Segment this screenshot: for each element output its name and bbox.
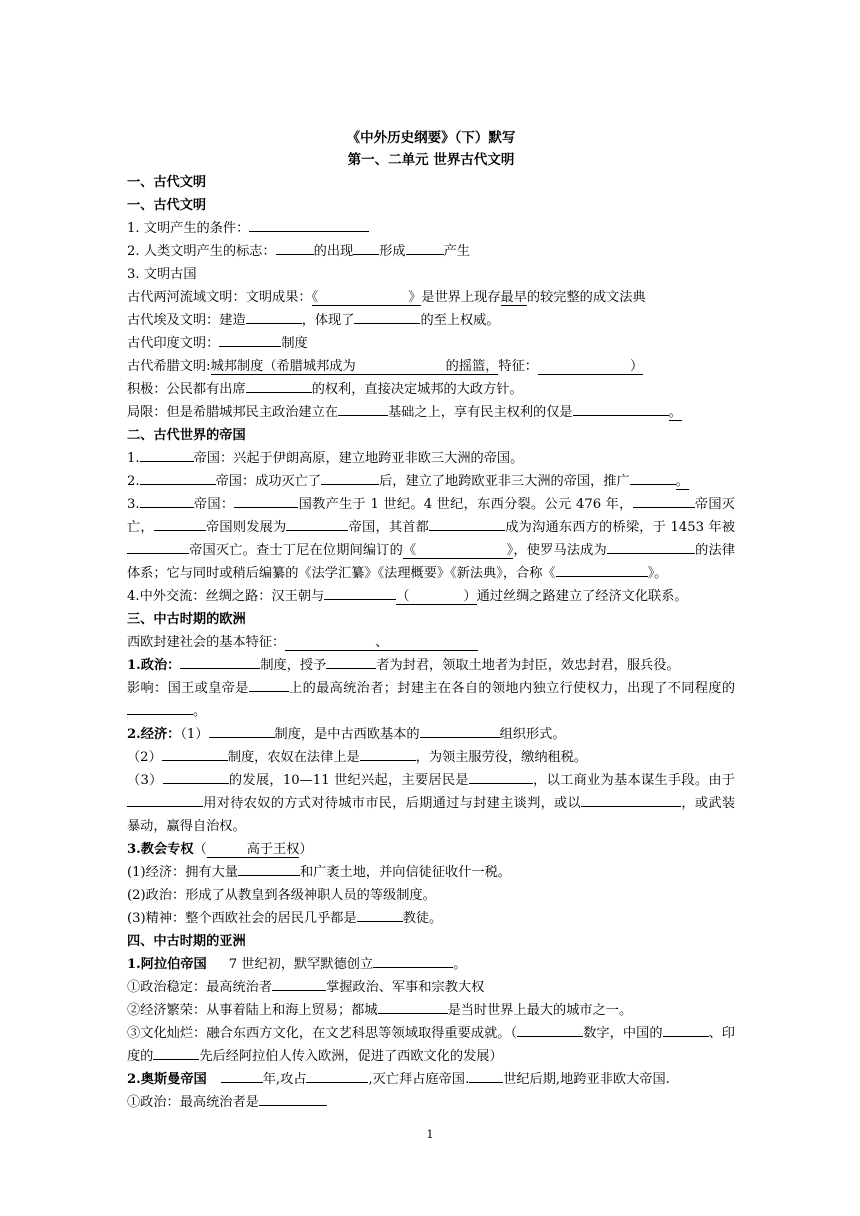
text-line: 古代印度文明： 制度 [127,332,735,355]
blank-field[interactable] [140,470,216,485]
blank-field[interactable] [162,746,228,761]
text-line: 1. 帝国：兴起于伊朗高原，建立地跨亚非欧三大洲的帝国。 [127,447,735,470]
blank-field[interactable] [209,723,275,738]
text-line: 1.阿拉伯帝国 7 世纪初，默罕默德创立 。 [127,953,735,976]
text-line: 3.教会专权（ 高于王权） [127,842,313,857]
page-number: 1 [426,1128,434,1141]
text-paragraph: 影响：国王或皇帝是 上的最高统治者；封建主在各自的领地内独立行使权力，出现了不同程度的。 [127,677,735,723]
blank-field[interactable] [249,677,289,692]
section-heading: 一、古代文明 [127,198,207,213]
blank-field[interactable] [272,976,326,991]
blank-field[interactable] [276,240,314,255]
unit-subtitle: 第一、二单元 世界古代文明 [347,152,515,168]
text-line: 西欧封建社会的基本特征： 、 [127,631,735,654]
blank-field[interactable] [180,654,260,669]
blank-field[interactable] [354,309,420,324]
text-line: (3)精神：整个西欧社会的居民几乎都是 教徒。 [127,907,735,930]
text-line: 1.政治： 制度，授予 者为封君，领取土地者为封臣，效忠封君，服兵役。 [127,654,735,677]
blank-field[interactable] [154,516,206,531]
blank-field[interactable] [306,1068,368,1083]
blank-field[interactable] [338,401,388,416]
blank-field[interactable] [357,907,403,922]
blank-field[interactable] [353,240,379,255]
blank-field[interactable] [420,723,500,738]
text-line: 局限：但是希腊城邦民主政治建立在 基础之上，享有民主权利的仅是 。 [127,401,735,424]
blank-field[interactable] [163,769,229,784]
blank-field[interactable] [360,746,416,761]
blank-field[interactable] [127,539,189,554]
section-heading: 四、中古时期的亚洲 [127,934,246,949]
text-paragraph: ③文化灿烂：融合东西方文化，在文艺科思等领域取得重要成就。（ 数字，中国的 、印度的 先后经阿拉伯人传入欧洲，促进了西欧文化的发展） [127,1022,735,1068]
blank-field[interactable] [373,953,453,968]
blank-field[interactable] [127,792,203,807]
blank-field[interactable] [321,470,379,485]
text-line: 古代两河流域文明：文明成果：《 》是世界上现存最早的较完整的成文法典 [127,290,646,305]
section-heading: 一、古代文明 [127,175,207,190]
text-line: 2. 人类文明产生的标志： 的出现 形成 产生 [127,240,735,263]
blank-field[interactable] [406,240,444,255]
blank-field[interactable] [663,1022,709,1037]
text-paragraph: 3. 帝国： 国教产生于 1 世纪。4 世纪，东西分裂。公元 476 年， 帝国灭亡， 帝国则发展为 帝国，其首都 成为沟通东西方的桥梁，于 1453 年被帝国灭亡。查士丁尼在位期间编订的《 》，使罗马法成为 的法律体系；它与同时或稍后编纂的《法学汇纂》《法理概要》《新法典》，合称《 》。 [127,493,735,585]
blank-field[interactable] [219,332,281,347]
blank-field[interactable] [324,585,396,600]
blank-field[interactable] [517,1022,583,1037]
text-line: （2） 制度，农奴在法律上是 ，为领主服劳役，缴纳租税。 [127,746,735,769]
text-line: 古代希腊文明:城邦制度（希腊城邦成为 的摇篮，特征： ） [127,359,644,374]
text-line: (2)政治：形成了从教皇到各级神职人员的等级制度。 [127,888,436,903]
text-line: (1)经济：拥有大量 和广袤土地，并向信徒征收什一税。 [127,861,735,884]
blank-field[interactable] [469,1068,503,1083]
blank-field[interactable] [556,562,648,577]
blank-field[interactable] [573,401,669,416]
blank-field[interactable] [607,539,695,554]
text-line: 古代埃及文明：建造 ，体现了 的至上权威。 [127,309,735,332]
text-line: ①政治：最高统治者是 [127,1091,735,1114]
section-heading: 二、古代世界的帝国 [127,428,246,443]
blank-field[interactable] [127,700,193,715]
blank-field[interactable] [249,217,369,232]
blank-field[interactable] [469,769,533,784]
text-line: 2.奥斯曼帝国 年,攻占 ,灭亡拜占庭帝国. 世纪后期,地跨亚非欧大帝国. [127,1068,735,1091]
worksheet-body [127,127,735,1114]
text-line: 积极：公民都有出席 的权利，直接决定城邦的大政方针。 [127,378,735,401]
blank-field[interactable] [221,1068,263,1083]
document-title: 《中外历史纲要》（下）默写 [346,130,516,146]
section-heading: 三、中古时期的欧洲 [127,612,246,627]
blank-field[interactable] [153,1045,199,1060]
blank-field[interactable] [234,493,298,508]
blank-field[interactable] [429,516,505,531]
text-line: ②经济繁荣：从事着陆上和海上贸易；都城 是当时世界上最大的城市之一。 [127,999,735,1022]
text-line: 1. 文明产生的条件： [127,217,735,240]
text-line: 2. 帝国：成功灭亡了 后，建立了地跨欧亚非三大洲的帝国，推广 。 [127,470,735,493]
text-line: 2.经济：（1） 制度，是中古西欧基本的 组织形式。 [127,723,735,746]
blank-field[interactable] [259,1091,327,1106]
blank-field[interactable] [286,516,348,531]
blank-field[interactable] [140,447,194,462]
blank-field[interactable] [633,493,695,508]
blank-field[interactable] [378,999,448,1014]
blank-field[interactable] [140,493,194,508]
text-line: ①政治稳定：最高统治者 掌握政治、军事和宗教大权 [127,976,735,999]
blank-field[interactable] [326,654,376,669]
blank-field[interactable] [581,792,681,807]
blank-field[interactable] [246,309,302,324]
text-line: 3. 文明古国 [127,267,197,282]
blank-field[interactable] [630,470,676,485]
blank-field[interactable] [246,378,312,393]
blank-field[interactable] [238,861,300,876]
text-paragraph: （3） 的发展，10—11 世纪兴起，主要居民是 ，以工商业为基本谋生手段。由于用对待农奴的方式对待城市市民，后期通过与封建主谈判，或以 ，或武装暴动，赢得自治权。 [127,769,735,838]
text-line: 4.中外交流：丝绸之路：汉王朝与 （ ）通过丝绸之路建立了经济文化联系。 [127,585,735,608]
